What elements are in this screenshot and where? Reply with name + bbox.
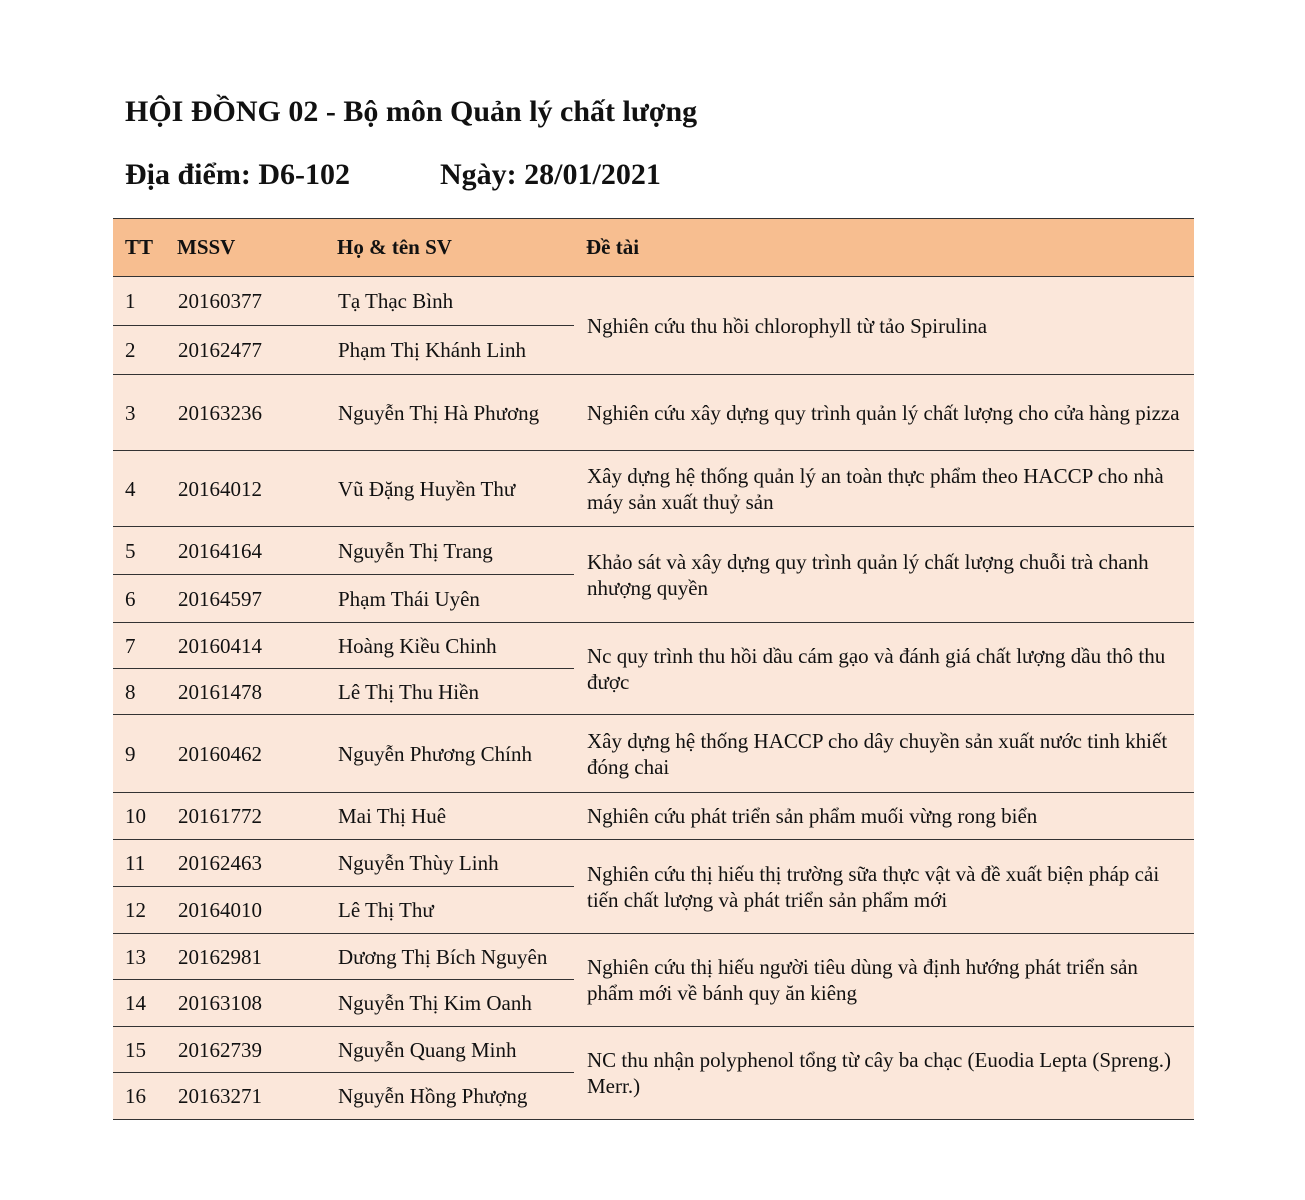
table-body — [113, 277, 1194, 1120]
cell-name: Dương Thị Bích Nguyên — [325, 934, 574, 980]
cell-tt: 3 — [113, 375, 165, 451]
cell-mssv: 20162739 — [165, 1027, 325, 1073]
cell-topic: Nghiên cứu thị hiếu người tiêu dùng và định hướng phát triển sản phẩm mới về bánh quy ăn kiêng — [574, 934, 1194, 1027]
cell-mssv: 20162463 — [165, 840, 325, 887]
cell-tt: 6 — [113, 575, 165, 623]
cell-name: Nguyễn Thị Kim Oanh — [325, 980, 574, 1027]
cell-name: Nguyễn Phương Chính — [325, 715, 574, 793]
table-row — [113, 840, 1194, 887]
cell-topic: Nghiên cứu xây dựng quy trình quản lý chất lượng cho cửa hàng pizza — [574, 375, 1194, 451]
cell-name: Nguyễn Thùy Linh — [325, 840, 574, 887]
cell-tt: 10 — [113, 793, 165, 840]
cell-topic: Nghiên cứu thu hồi chlorophyll từ tảo Spirulina — [574, 277, 1194, 375]
header-mssv: MSSV — [165, 219, 325, 277]
table-row — [113, 527, 1194, 575]
cell-tt: 7 — [113, 623, 165, 669]
location-label: Địa điểm: D6-102 — [125, 158, 350, 191]
cell-name: Nguyễn Thị Hà Phương — [325, 375, 574, 451]
cell-mssv: 20160462 — [165, 715, 325, 793]
cell-mssv: 20164010 — [165, 887, 325, 934]
cell-mssv: 20163271 — [165, 1073, 325, 1120]
table-row — [113, 277, 1194, 326]
cell-name: Lê Thị Thu Hiền — [325, 669, 574, 715]
cell-name: Nguyễn Thị Trang — [325, 527, 574, 575]
table-row — [113, 715, 1194, 793]
cell-mssv: 20161772 — [165, 793, 325, 840]
date-label: Ngày: 28/01/2021 — [440, 158, 661, 191]
cell-name: Lê Thị Thư — [325, 887, 574, 934]
cell-mssv: 20162981 — [165, 934, 325, 980]
cell-topic: Nghiên cứu thị hiếu thị trường sữa thực vật và đề xuất biện pháp cải tiến chất lượng và phát triển sản phẩm mới — [574, 840, 1194, 934]
cell-mssv: 20162477 — [165, 326, 325, 375]
cell-topic: Nc quy trình thu hồi dầu cám gạo và đánh giá chất lượng dầu thô thu được — [574, 623, 1194, 715]
cell-topic: Khảo sát và xây dựng quy trình quản lý chất lượng chuỗi trà chanh nhượng quyền — [574, 527, 1194, 623]
table-row — [113, 623, 1194, 669]
student-table — [113, 218, 1194, 1120]
cell-mssv: 20164597 — [165, 575, 325, 623]
cell-tt: 1 — [113, 277, 165, 326]
cell-tt: 9 — [113, 715, 165, 793]
cell-name: Hoàng Kiều Chinh — [325, 623, 574, 669]
cell-tt: 2 — [113, 326, 165, 375]
cell-tt: 4 — [113, 451, 165, 527]
cell-topic: Xây dựng hệ thống HACCP cho dây chuyền sản xuất nước tinh khiết đóng chai — [574, 715, 1194, 793]
cell-mssv: 20164012 — [165, 451, 325, 527]
cell-topic: NC thu nhận polyphenol tổng từ cây ba chạc (Euodia Lepta (Spreng.) Merr.) — [574, 1027, 1194, 1120]
cell-name: Vũ Đặng Huyền Thư — [325, 451, 574, 527]
cell-name: Phạm Thị Khánh Linh — [325, 326, 574, 375]
cell-mssv: 20160414 — [165, 623, 325, 669]
table-header — [113, 219, 1194, 277]
header-name: Họ & tên SV — [325, 219, 574, 277]
header-row — [113, 219, 1194, 277]
cell-name: Phạm Thái Uyên — [325, 575, 574, 623]
cell-tt: 12 — [113, 887, 165, 934]
table-row — [113, 375, 1194, 451]
table-row — [113, 1027, 1194, 1073]
cell-topic: Nghiên cứu phát triển sản phẩm muối vừng rong biển — [574, 793, 1194, 840]
cell-mssv: 20163108 — [165, 980, 325, 1027]
page-title: HỘI ĐỒNG 02 - Bộ môn Quản lý chất lượng — [125, 95, 698, 128]
cell-mssv: 20161478 — [165, 669, 325, 715]
cell-name: Nguyễn Quang Minh — [325, 1027, 574, 1073]
cell-tt: 15 — [113, 1027, 165, 1073]
table-row — [113, 934, 1194, 980]
cell-name: Tạ Thạc Bình — [325, 277, 574, 326]
cell-mssv: 20163236 — [165, 375, 325, 451]
cell-topic: Xây dựng hệ thống quản lý an toàn thực phẩm theo HACCP cho nhà máy sản xuất thuỷ sản — [574, 451, 1194, 527]
cell-tt: 11 — [113, 840, 165, 887]
cell-tt: 16 — [113, 1073, 165, 1120]
cell-mssv: 20160377 — [165, 277, 325, 326]
cell-mssv: 20164164 — [165, 527, 325, 575]
cell-name: Mai Thị Huê — [325, 793, 574, 840]
cell-name: Nguyễn Hồng Phượng — [325, 1073, 574, 1120]
cell-tt: 14 — [113, 980, 165, 1027]
cell-tt: 13 — [113, 934, 165, 980]
cell-tt: 8 — [113, 669, 165, 715]
table-row — [113, 793, 1194, 840]
table-row — [113, 451, 1194, 527]
cell-tt: 5 — [113, 527, 165, 575]
header-topic: Đề tài — [574, 219, 1194, 277]
header-tt: TT — [113, 219, 165, 277]
